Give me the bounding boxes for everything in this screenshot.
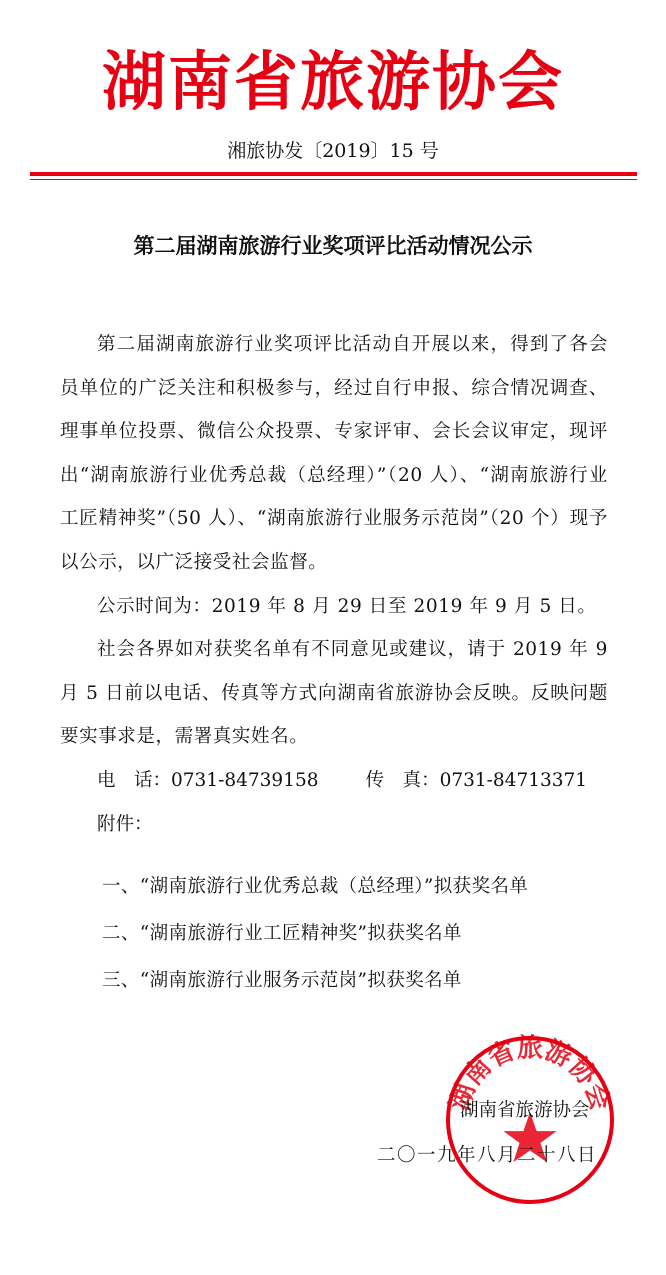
attachment-item: 一、“湖南旅游行业优秀总裁（总经理）”拟获奖名单 <box>102 876 529 897</box>
phone-number: 0731-84739158 <box>171 769 319 791</box>
fax-number: 0731-84713371 <box>439 769 588 791</box>
signature-org: 湖南省旅游协会 <box>460 1100 590 1121</box>
letterhead-rule-thin <box>30 179 637 180</box>
attachments-label: 附件： <box>97 813 153 835</box>
body-paragraph-intro: 第二届湖南旅游行业奖项评比活动自开展以来，得到了各会员单位的广泛关注和积极参与，经过自行申报、综合情况调查、理事单位投票、微信公众投票、专家评审、会长会议审定，现评出“湖南旅游行业优秀总裁（总经理）”（20 人）、“湖南旅游行业工匠精神奖”（50 人）、“湖南旅游行业服务示范岗”（20 个）现予以公示，以广泛接受社会监督。 <box>60 334 608 573</box>
body-paragraph-feedback: 社会各界如对获奖名单有不同意见或建议，请于 2019 年 9 月 5 日前以电话、传真等方式向湖南省旅游协会反映。反映问题要实事求是，需署真实姓名。 <box>60 639 608 748</box>
fax-label: 传 真： <box>365 769 440 791</box>
seal-text: 湖南省旅游协会 <box>445 1033 615 1115</box>
document-title: 第二届湖南旅游行业奖项评比活动情况公示 <box>133 233 533 258</box>
phone-label: 电 话： <box>97 769 172 791</box>
contact-line <box>60 759 608 803</box>
body-paragraph-period: 公示时间为：2019 年 8 月 29 日至 2019 年 9 月 5 日。 <box>97 595 597 617</box>
letterhead-org-name: 湖南省旅游协会 <box>102 45 564 120</box>
letterhead-rule-thick <box>30 172 637 176</box>
attachments-list <box>102 863 622 1004</box>
signature-date: 二〇一九年八月二十八日 <box>377 1145 598 1166</box>
attachment-item: 二、“湖南旅游行业工匠精神奖”拟获奖名单 <box>102 923 462 944</box>
attachment-item: 三、“湖南旅游行业服务示范岗”拟获奖名单 <box>102 970 462 991</box>
document-body <box>60 323 608 846</box>
document-number: 湘旅协发〔2019〕15 号 <box>227 140 439 162</box>
